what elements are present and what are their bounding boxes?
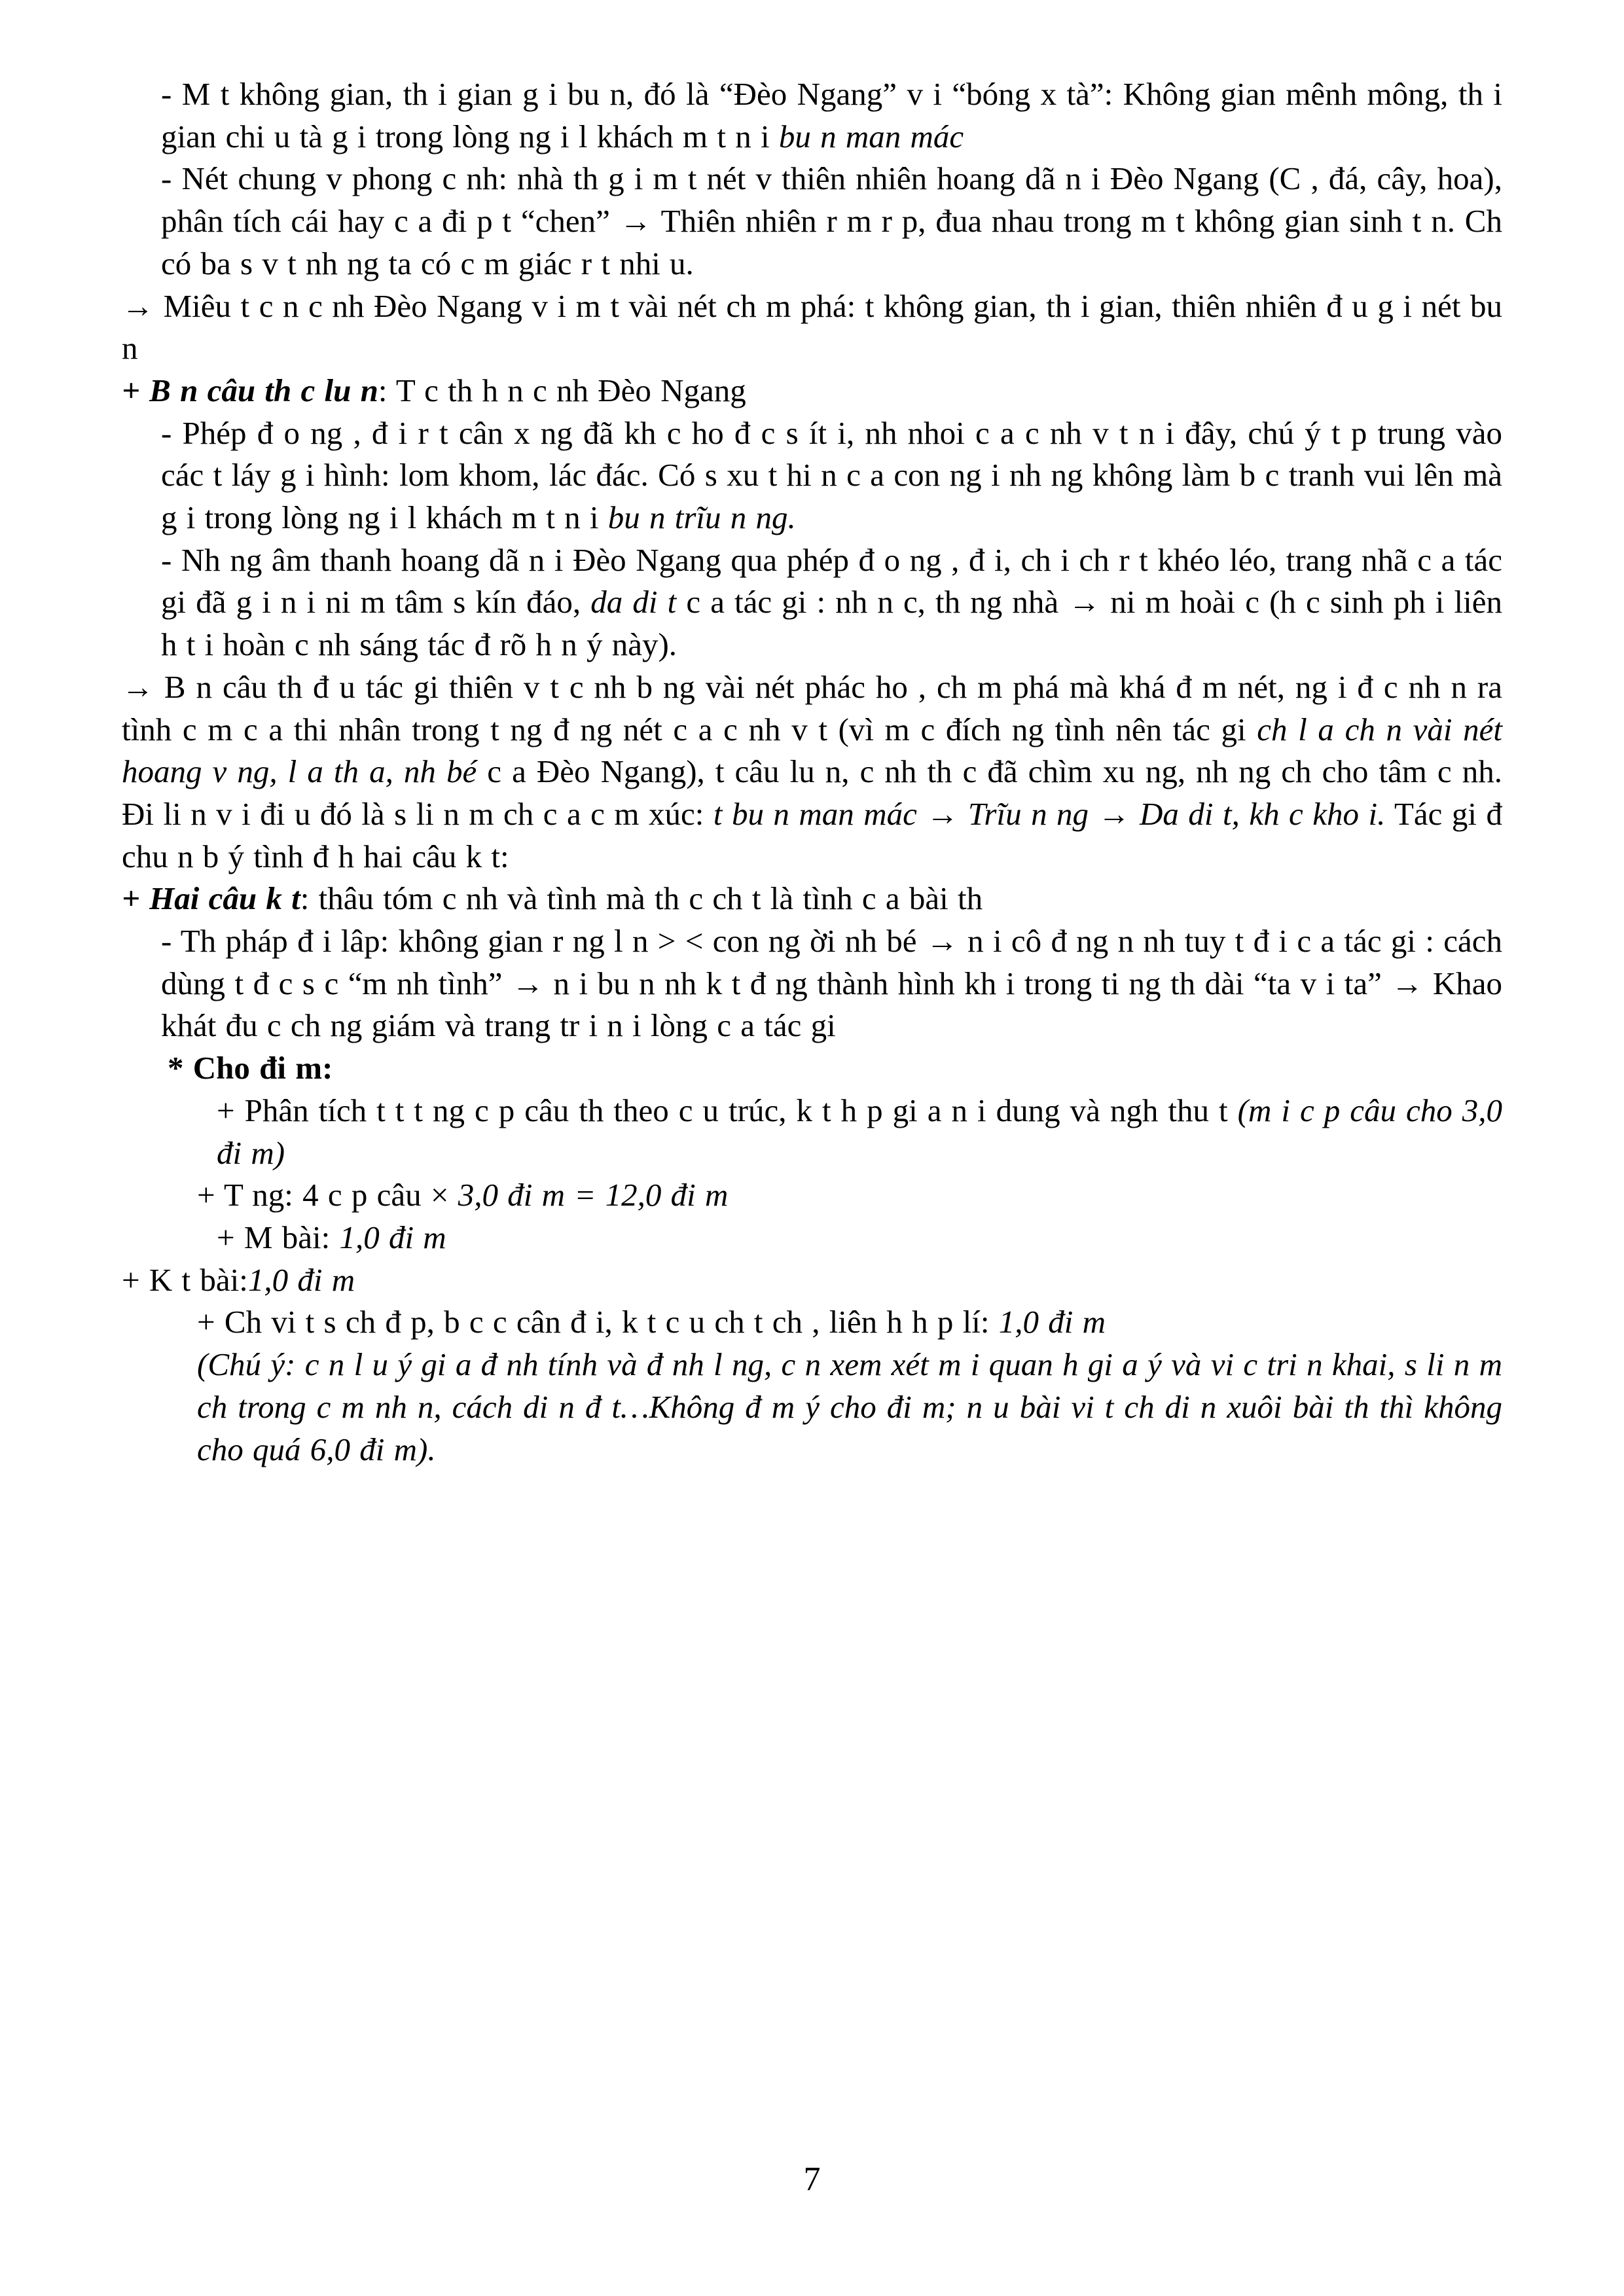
heading-text: : thâu tóm c nh và tình mà th c ch t là tình c a bài th (300, 880, 983, 917)
italic-phrase: ch l a ch n vài nét hoang v ng, l a th a, nh bé (122, 711, 1502, 790)
scoring-points: 1,0 đi m (247, 1261, 355, 1298)
section-heading-final-lines (122, 878, 1502, 920)
italic-phrase: da di t (590, 584, 677, 620)
paragraph-inversion (122, 412, 1502, 539)
scoring-text: + Ch vi t s ch đ p, b c c cân đ i, k t c u ch t ch , liên h h p lí: (197, 1304, 999, 1340)
paragraph-text: - Phép đ o ng , đ i r t cân x ng đã kh c ho đ c s ít i, nh nhoi c a c nh v t n i đây, chú ý t p trung vào các t láy g i hình: lom khom, lác đác. Có s xu t hi n c a con ng i nh ng không làm b c tranh vui lên mà g i trong lòng ng i l khách m t n i (161, 414, 1502, 536)
paragraph-contrast: - Th pháp đ i lâp: không gian r ng l n > < con ng ời nh bé → n i cô đ ng n nh tuy t đ i c a tác gi : cách dùng t đ c s c “m nh tình” → n i bu n nh k t đ ng thành hình kh i trong ti ng th dài “ta v i ta” → Khao khát đu c ch ng giám và trang tr i n i lòng c a tác gi (161, 923, 1502, 1044)
paragraph-sounds (122, 539, 1502, 666)
paragraph-scenery: - Nét chung v phong c nh: nhà th g i m t nét v thiên nhiên hoang dã n i Đèo Ngang (C , đá, cây, hoa), phân tích cái hay c a đi p t “chen” → Thiên nhiên r m r p, đua nhau trong m t không gian sinh t n. Ch có ba s v t nh ng ta có c m giác r t nhi u. (161, 160, 1502, 281)
italic-phrase: t bu n man mác → Trĩu n ng → Da di t, kh c kho i. (713, 795, 1386, 832)
paragraph-text: c a Đèo Ngang), t câu lu n, c nh th c đã chìm xu ng, nh ng ch cho tâm c nh. Đi li n v i đi u đó là s li n m ch c a c m xúc: (122, 753, 1502, 832)
italic-phrase: bu n man mác (778, 118, 964, 154)
paragraph-summary-1: → Miêu t c n c nh Đèo Ngang v i m t vài nét ch m phá: t không gian, th i gian, thiên nhiên đ u g i nét bu n (122, 287, 1502, 367)
scoring-line-analysis (122, 1090, 1502, 1174)
scoring-note: (Chú ý: c n l u ý gi a đ nh tính và đ nh l ng, c n xem xét m i quan h gi a ý và vi c tri n khai, s li n m ch trong c m nh n, cách di n đ t…Không đ m ý cho đi m; n u bài vi t ch di n xuôi bài th thì không cho quá 6,0 đi m). (197, 1346, 1502, 1467)
scoring-points: 3,0 đi m = 12,0 đi m (458, 1177, 729, 1213)
paragraph-summary-2 (122, 666, 1502, 878)
scoring-text: + Phân tích t t t ng c p câu th theo c u trúc, k t h p gi a n i dung và ngh thu t (217, 1092, 1238, 1128)
scoring-text: + K t bài: (122, 1261, 248, 1298)
paragraph-text: - Nh ng âm thanh hoang dã n i Đèo Ngang qua phép đ o ng , đ i, ch i ch r t khéo léo, trang nhã c a tác gi đã g i n i ni m tâm s kín đáo, (161, 541, 1502, 620)
paragraph-text: c a tác gi : nh n c, th ng nhà → ni m hoài c (h c sinh ph i liên h t i hoàn c nh sáng tác đ rõ h n ý này). (161, 584, 1502, 663)
section-heading-four-lines (122, 370, 1502, 412)
scoring-line-intro (122, 1217, 1502, 1259)
scoring-points: (m i c p câu cho 3,0 đi m) (217, 1092, 1502, 1171)
scoring-heading: * Cho đi m: (168, 1050, 333, 1086)
answer-key-body (122, 73, 1502, 1471)
scoring-points: 1,0 đi m (339, 1219, 446, 1255)
heading-text: : T c th h n c nh Đèo Ngang (378, 372, 746, 408)
scoring-line-total (122, 1174, 1502, 1217)
page-number: 7 (803, 2161, 821, 2198)
paragraph-space-time (122, 73, 1502, 158)
heading-label: + B n câu th c lu n (122, 372, 378, 408)
paragraph-text: - M t không gian, th i gian g i bu n, đó là “Đèo Ngang” v i “bóng x tà”: Không gian mênh mông, th i gian chi u tà g i trong lòng ng i l khách m t n i (161, 76, 1502, 154)
paragraph-text: → B n câu th đ u tác gi thiên v t c nh b ng vài nét phác ho , ch m phá mà khá đ m nét, ng i đ c nh n ra tình c m c a thi nhân trong t ng đ ng nét c a c nh v t (vì m c đích ng tình nên tác gi (122, 668, 1502, 747)
paragraph-text: Tác gi đ chu n b ý tình đ h hai câu k t: (122, 795, 1502, 874)
scoring-text: + M bài: (217, 1219, 340, 1255)
italic-phrase: bu n trĩu n ng. (607, 499, 796, 536)
heading-label: + Hai câu k t (122, 880, 300, 917)
scoring-points: 1,0 đi m (998, 1304, 1106, 1340)
scoring-text: + T ng: 4 c p câu × (197, 1177, 458, 1213)
scoring-line-presentation (122, 1301, 1502, 1344)
scoring-line-conclusion (122, 1259, 1502, 1302)
